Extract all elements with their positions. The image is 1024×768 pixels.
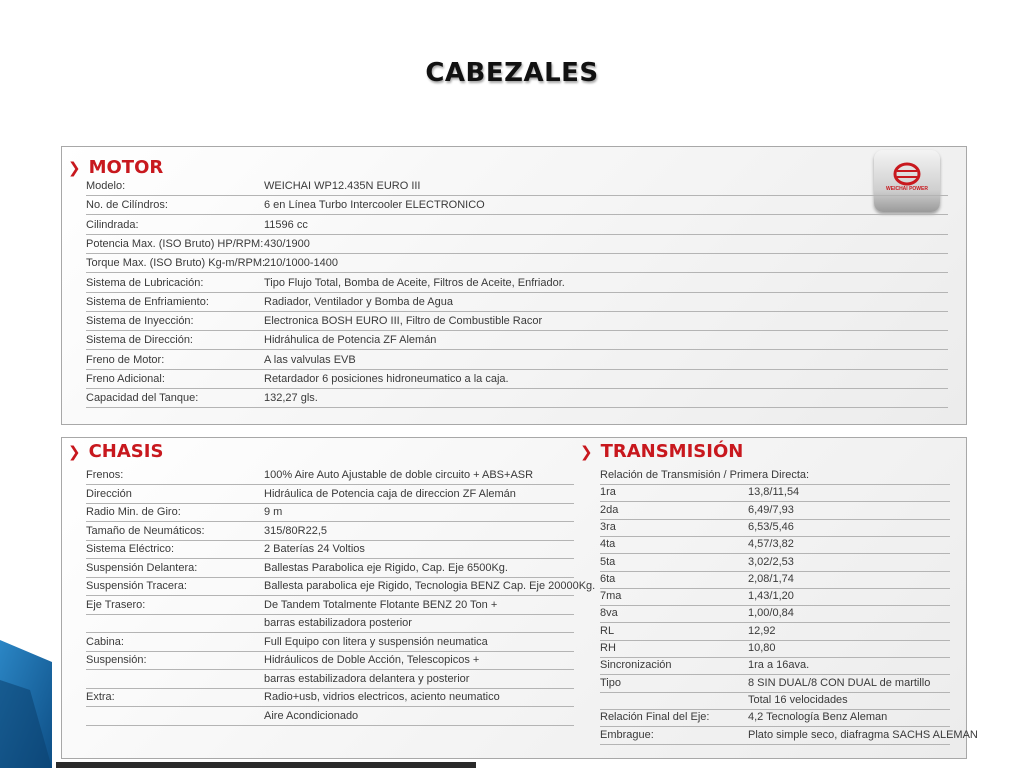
transmision-row bbox=[600, 622, 950, 641]
transmision-label: 1ra bbox=[600, 486, 616, 499]
motor-value: 132,27 gls. bbox=[264, 392, 318, 405]
chasis-row bbox=[86, 503, 574, 522]
chasis-value: Aire Acondicionado bbox=[264, 709, 359, 722]
chasis-value: 315/80R22,5 bbox=[264, 524, 327, 537]
motor-row bbox=[86, 254, 948, 273]
chasis-heading bbox=[68, 441, 163, 462]
motor-value: Retardador 6 posiciones hidroneumatico a la caja. bbox=[264, 373, 509, 385]
page-title: CABEZALES bbox=[425, 58, 599, 88]
chasis-label: Dirección bbox=[86, 487, 132, 500]
transmision-label: RH bbox=[600, 642, 616, 654]
transmision-value: 8 SIN DUAL/8 CON DUAL de martillo bbox=[748, 676, 931, 689]
transmision-row bbox=[600, 708, 950, 727]
transmision-row bbox=[600, 587, 950, 606]
chasis-row bbox=[86, 670, 574, 689]
chasis-row bbox=[86, 485, 574, 504]
transmision-label: 3ra bbox=[600, 520, 616, 533]
transmision-label: 7ma bbox=[600, 590, 622, 603]
transmision-label: Relación de Transmisión / Primera Directa: bbox=[600, 469, 810, 481]
chasis-row bbox=[86, 614, 574, 633]
transmision-value: 6,49/7,93 bbox=[748, 503, 794, 516]
motor-value: Electronica BOSH EURO III, Filtro de Combustible Racor bbox=[264, 315, 543, 328]
motor-value: A las valvulas EVB bbox=[264, 353, 356, 366]
transmision-label: Tipo bbox=[600, 676, 621, 689]
slide-corner-decoration bbox=[0, 640, 60, 768]
transmision-value: 1,00/0,84 bbox=[748, 607, 794, 620]
chasis-label: Cabina: bbox=[86, 635, 124, 648]
chevron-right-icon: ❯ bbox=[580, 443, 593, 461]
transmision-value: 13,8/11,54 bbox=[748, 486, 800, 499]
transmision-row bbox=[600, 726, 978, 745]
transmision-row bbox=[600, 570, 950, 589]
transmision-heading-label: TRANSMISIÓN bbox=[600, 441, 744, 462]
chasis-value: 2 Baterías 24 Voltios bbox=[264, 543, 365, 555]
chasis-row bbox=[86, 466, 574, 485]
chasis-value: Hidráulica de Potencia caja de direccion ZF Alemán bbox=[264, 487, 516, 500]
motor-row bbox=[86, 351, 948, 370]
transmision-label: Relación Final del Eje: bbox=[600, 711, 710, 724]
chasis-value: Full Equipo con litera y suspensión neumatica bbox=[264, 635, 488, 648]
motor-value: Hidráhulica de Potencia ZF Alemán bbox=[264, 334, 437, 347]
motor-value: WEICHAI WP12.435N EURO III bbox=[264, 180, 421, 192]
chasis-label: Tamaño de Neumáticos: bbox=[86, 524, 205, 537]
chasis-label: Extra: bbox=[86, 691, 115, 703]
chasis-value: Ballesta parabolica eje Rigido, Tecnologia BENZ Cap. Eje 20000Kg. bbox=[264, 580, 596, 592]
chasis-value: Hidráulicos de Doble Acción, Telescopicos + bbox=[264, 654, 480, 666]
transmision-label: Sincronización bbox=[600, 659, 672, 672]
motor-row bbox=[86, 177, 948, 196]
motor-label: Freno de Motor: bbox=[86, 353, 165, 366]
slide-bottom-strip bbox=[56, 762, 476, 768]
chasis-value: barras estabilizadora delantera y posterior bbox=[264, 672, 470, 685]
transmision-value: Total 16 velocidades bbox=[748, 693, 848, 706]
transmision-row bbox=[600, 604, 950, 623]
chevron-right-icon: ❯ bbox=[68, 443, 81, 461]
motor-value: 6 en Línea Turbo Intercooler ELECTRONICO bbox=[264, 199, 485, 212]
transmision-row bbox=[600, 518, 950, 537]
motor-label: Cilindrada: bbox=[86, 218, 139, 231]
chasis-value: De Tandem Totalmente Flotante BENZ 20 Ton + bbox=[264, 598, 498, 611]
motor-label: Capacidad del Tanque: bbox=[86, 392, 199, 405]
motor-row bbox=[86, 293, 948, 312]
transmision-value: 3,02/2,53 bbox=[748, 555, 794, 568]
motor-label: No. de Cilíndros: bbox=[86, 199, 168, 212]
transmision-label: 5ta bbox=[600, 555, 616, 568]
chasis-label: Radio Min. de Giro: bbox=[86, 506, 181, 518]
motor-row bbox=[86, 216, 948, 235]
motor-label: Sistema de Lubricación: bbox=[86, 276, 204, 289]
motor-label: Torque Max. (ISO Bruto) Kg-m/RPM: bbox=[86, 257, 266, 270]
motor-label: Sistema de Inyección: bbox=[86, 315, 194, 328]
chasis-label: Sistema Eléctrico: bbox=[86, 543, 175, 555]
transmision-value: 4,57/3,82 bbox=[748, 538, 794, 551]
transmision-row bbox=[600, 691, 950, 710]
transmision-label: Embrague: bbox=[600, 728, 654, 741]
chasis-label: Suspensión Tracera: bbox=[86, 580, 187, 592]
motor-label: Freno Adicional: bbox=[86, 373, 165, 385]
chasis-row bbox=[86, 577, 596, 596]
transmision-row bbox=[600, 501, 950, 520]
transmision-label: 4ta bbox=[600, 538, 616, 551]
chasis-row bbox=[86, 596, 574, 615]
transmision-row bbox=[600, 674, 950, 693]
transmision-row bbox=[600, 483, 950, 502]
chasis-row bbox=[86, 540, 574, 559]
motor-row bbox=[86, 196, 948, 215]
transmision-value: 1,43/1,20 bbox=[748, 590, 794, 603]
chasis-value: barras estabilizadora posterior bbox=[264, 617, 412, 629]
motor-value: 210/1000-1400 bbox=[264, 257, 339, 270]
chasis-heading-label: CHASIS bbox=[88, 441, 164, 462]
chasis-value: Ballestas Parabolica eje Rigido, Cap. Eje 6500Kg. bbox=[264, 561, 508, 574]
motor-label: Potencia Max. (ISO Bruto) HP/RPM: bbox=[86, 237, 264, 250]
transmision-label: 6ta bbox=[600, 572, 616, 585]
transmision-value: 1ra a 16ava. bbox=[748, 659, 810, 672]
chasis-row bbox=[86, 633, 574, 652]
motor-row bbox=[86, 370, 948, 389]
chasis-label: Frenos: bbox=[86, 469, 124, 481]
chasis-label: Suspensión Delantera: bbox=[86, 561, 198, 574]
chasis-label: Suspensión: bbox=[86, 654, 147, 666]
chasis-value: Radio+usb, vidrios electricos, aciento neumatico bbox=[264, 691, 500, 703]
transmision-row bbox=[600, 466, 950, 485]
chevron-right-icon: ❯ bbox=[68, 159, 81, 177]
chasis-value: 100% Aire Auto Ajustable de doble circuito + ABS+ASR bbox=[264, 469, 534, 481]
motor-label: Sistema de Enfriamiento: bbox=[86, 295, 209, 308]
chasis-row bbox=[86, 688, 574, 707]
motor-label: Modelo: bbox=[86, 180, 126, 192]
motor-row bbox=[86, 331, 948, 350]
motor-value: Radiador, Ventilador y Bomba de Agua bbox=[264, 295, 453, 308]
transmision-row bbox=[600, 553, 950, 572]
transmision-value: 12,92 bbox=[748, 624, 776, 637]
transmision-label: RL bbox=[600, 624, 615, 637]
transmision-value: Plato simple seco, diafragma SACHS ALEMAN bbox=[748, 728, 978, 741]
weichai-logo-text: WEICHAI POWER bbox=[886, 186, 928, 192]
chasis-row bbox=[86, 522, 574, 541]
transmision-row bbox=[600, 639, 950, 658]
motor-heading-label: MOTOR bbox=[88, 157, 164, 178]
chasis-row bbox=[86, 559, 574, 578]
transmision-row bbox=[600, 656, 950, 675]
transmision-value: 6,53/5,46 bbox=[748, 520, 794, 533]
motor-label: Sistema de Dirección: bbox=[86, 334, 193, 347]
motor-row bbox=[86, 389, 948, 408]
motor-value: Tipo Flujo Total, Bomba de Aceite, Filtros de Aceite, Enfriador. bbox=[264, 276, 565, 289]
transmision-heading bbox=[580, 441, 743, 462]
transmision-label: 2da bbox=[600, 503, 619, 516]
transmision-value: 2,08/1,74 bbox=[748, 572, 794, 585]
transmision-value: 4,2 Tecnología Benz Aleman bbox=[748, 711, 888, 724]
chasis-label: Eje Trasero: bbox=[86, 598, 146, 611]
transmision-value: 10,80 bbox=[748, 642, 776, 654]
motor-value: 11596 cc bbox=[264, 218, 308, 231]
chasis-value: 9 m bbox=[264, 506, 283, 518]
motor-row bbox=[86, 235, 948, 254]
motor-row bbox=[86, 312, 948, 331]
chasis-row bbox=[86, 707, 574, 726]
motor-heading bbox=[68, 157, 163, 178]
transmision-label: 8va bbox=[600, 607, 618, 620]
transmision-row bbox=[600, 535, 950, 554]
motor-row bbox=[86, 274, 948, 293]
chasis-row bbox=[86, 651, 574, 670]
motor-value: 430/1900 bbox=[264, 237, 310, 250]
